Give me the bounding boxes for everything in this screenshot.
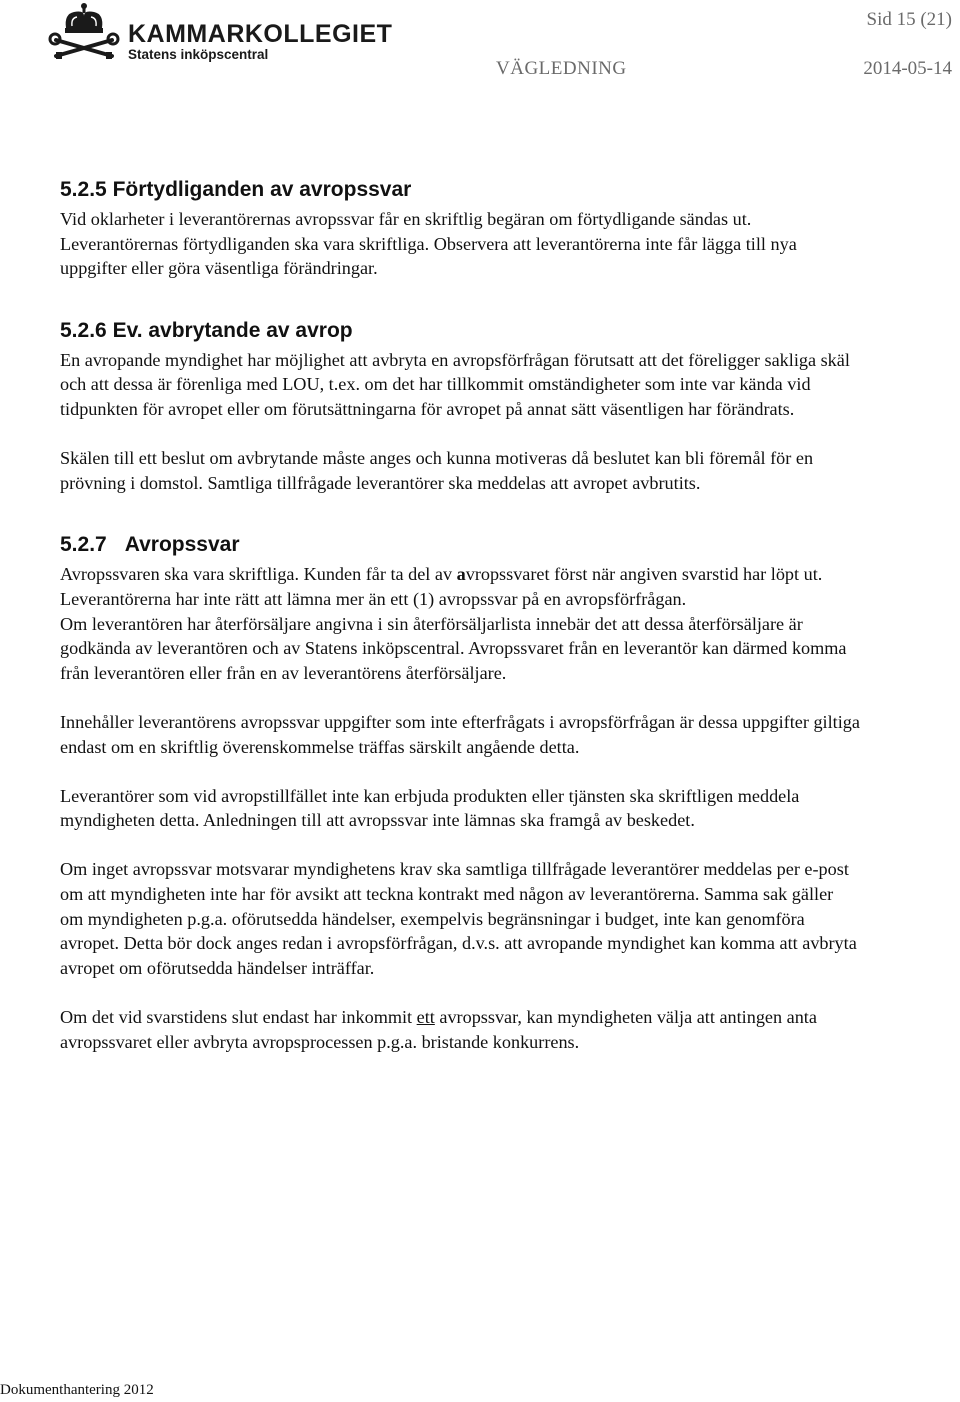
section-heading	[60, 177, 860, 203]
paragraph	[60, 562, 860, 587]
section-5-2-5	[60, 177, 860, 281]
underlined-text: ett	[416, 1007, 435, 1028]
paragraph	[60, 1005, 860, 1054]
document-date: 2014-05-14	[863, 58, 952, 79]
section-heading	[60, 532, 860, 558]
logo	[48, 2, 393, 62]
text-run: vropssvaret först när angiven svarstid har löpt ut.	[465, 564, 823, 585]
section-heading	[60, 318, 860, 344]
section-title: Avropssvar	[124, 533, 240, 557]
document-type: VÄGLEDNING	[496, 58, 627, 79]
paragraph: En avropande myndighet har möjlighet att avbryta en avropsförfrågan förutsatt att det föreligger sakliga skäl och att dessa är förenliga med LOU, t.ex. om det har tillkommit omständigheter som inte var kända vid tidpunkten för avropet eller om förutsättningarna för avropet på annat sätt väsentligen har förändrats.	[60, 349, 850, 419]
text-run: Avropssvaren ska vara skriftliga. Kunden får ta del av	[60, 564, 457, 585]
section-5-2-6	[60, 318, 860, 496]
paragraph: Innehåller leverantörens avropssvar uppgifter som inte efterfrågats i avropsförfrågan är dessa uppgifter giltiga endast om en skriftlig överenskommelse träffas särskilt angående detta.	[60, 711, 860, 757]
logo-name: KAMMARKOLLEGIET	[128, 20, 393, 48]
paragraph: Leverantörer som vid avropstillfället inte kan erbjuda produkten eller tjänsten ska skriftligen meddela myndigheten detta. Anledningen till att avropssvar inte lämnas ska framgå av beskedet.	[60, 785, 800, 831]
section-number: 5.2.6	[60, 318, 107, 342]
document-body	[60, 177, 860, 1054]
logo-subtitle: Statens inköpscentral	[128, 47, 269, 62]
section-number: 5.2.5	[60, 178, 107, 201]
section-title: Förtydliganden av avropssvar	[112, 178, 412, 201]
text-run: avropssvar, kan myndigheten välja att antingen anta avropssvaret eller avbryta avropsprocessen p.g.a. bristande konkurrens.	[60, 1007, 817, 1052]
section-title: Ev. avbrytande av avrop	[112, 318, 353, 342]
paragraph: Skälen till ett beslut om avbrytande måste anges och kunna motiveras då beslutet kan bli föremål för en prövning i domstol. Samtliga tillfrågade leverantörer ska meddelas att avropet avbrutits.	[60, 448, 814, 493]
crown-keys-icon	[48, 2, 120, 60]
footer-text: Dokumenthantering 2012	[0, 1382, 154, 1398]
paragraph: Om inget avropssvar motsvarar myndighetens krav ska samtliga tillfrågade leverantörer meddelas per e-post om att myndigheten inte har för avsikt att teckna kontrakt med någon av leverantörerna. Samma sak gäller om myndigheten p.g.a. oförutsedda händelser, exempelvis begränsningar i budget, inte kan genomföra avropet. Detta bör dock anges redan i avropsförfrågan, d.v.s. att avropande myndighet kan komma att avbryta avropet om oförutsedda händelser inträffar.	[60, 859, 857, 978]
paragraph: Leverantörerna har inte rätt att lämna mer än ett (1) avropssvar på en avropsförfrågan.	[60, 588, 687, 609]
paragraph: Vid oklarheter i leverantörernas avropssvar får en skriftlig begäran om förtydligande sändas ut. Leverantörernas förtydliganden ska vara skriftliga. Observera att leverantörerna inte får lägga till nya uppgifter eller göra väsentliga förändringar.	[60, 209, 797, 279]
paragraph: Om leverantören har återförsäljare angivna i sin återförsäljarlista innebär det att dessa återförsäljare är godkända av leverantören och av Statens inköpscentral. Avropssvaret från en leverantör kan därmed komma från leverantören eller från en av leverantörens återförsäljare.	[60, 613, 847, 683]
section-5-2-7	[60, 532, 860, 1054]
bold-text: a	[456, 564, 466, 585]
section-number: 5.2.7	[60, 533, 107, 557]
page-number: Sid 15 (21)	[866, 9, 952, 30]
text-run: Om det vid svarstidens slut endast har inkommit	[60, 1007, 417, 1028]
